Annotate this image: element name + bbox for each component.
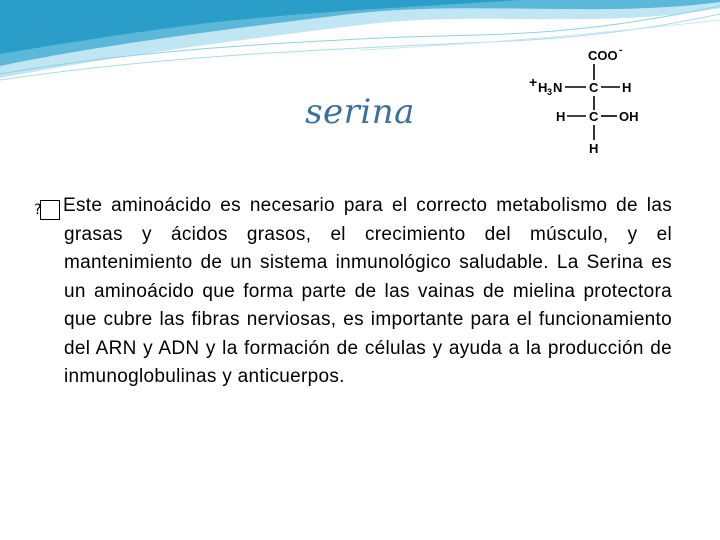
- amine-charge-label: +: [529, 74, 538, 90]
- slide-title: serina: [305, 92, 415, 132]
- body-paragraph: [34, 192, 672, 392]
- serine-structure-diagram: [528, 44, 648, 156]
- amine-n-label: N: [553, 80, 563, 95]
- h-bottom-label: H: [589, 141, 599, 156]
- amine-subscript-label: 3: [547, 87, 553, 97]
- hydroxyl-label: OH: [619, 109, 639, 124]
- paragraph-text: Este aminoácido es necesario para el correcto metabolismo de las grasas y ácidos grasos, el crecimiento del músculo, y el mantenimiento de un sistema inmunológico saludable. La Serina es un aminoácido que forma parte de las vainas de mielina protectora que cubre las fibras nerviosas, es importante para el funcionamiento del ARN y ADN y la formación de células y ayuda a la producción de inmunoglobulinas y anticuerpos.: [63, 195, 672, 387]
- bullet-icon: ?: [40, 200, 60, 220]
- carbon-2-label: C: [589, 109, 599, 124]
- amine-h-label: H: [538, 80, 548, 95]
- coo-charge-label: -: [619, 45, 623, 56]
- paragraph-container: [34, 192, 672, 392]
- carbon-1-label: C: [589, 80, 599, 95]
- h-left-2-label: H: [556, 109, 566, 124]
- coo-group-label: COO: [588, 48, 618, 63]
- h-right-1-label: H: [622, 80, 632, 95]
